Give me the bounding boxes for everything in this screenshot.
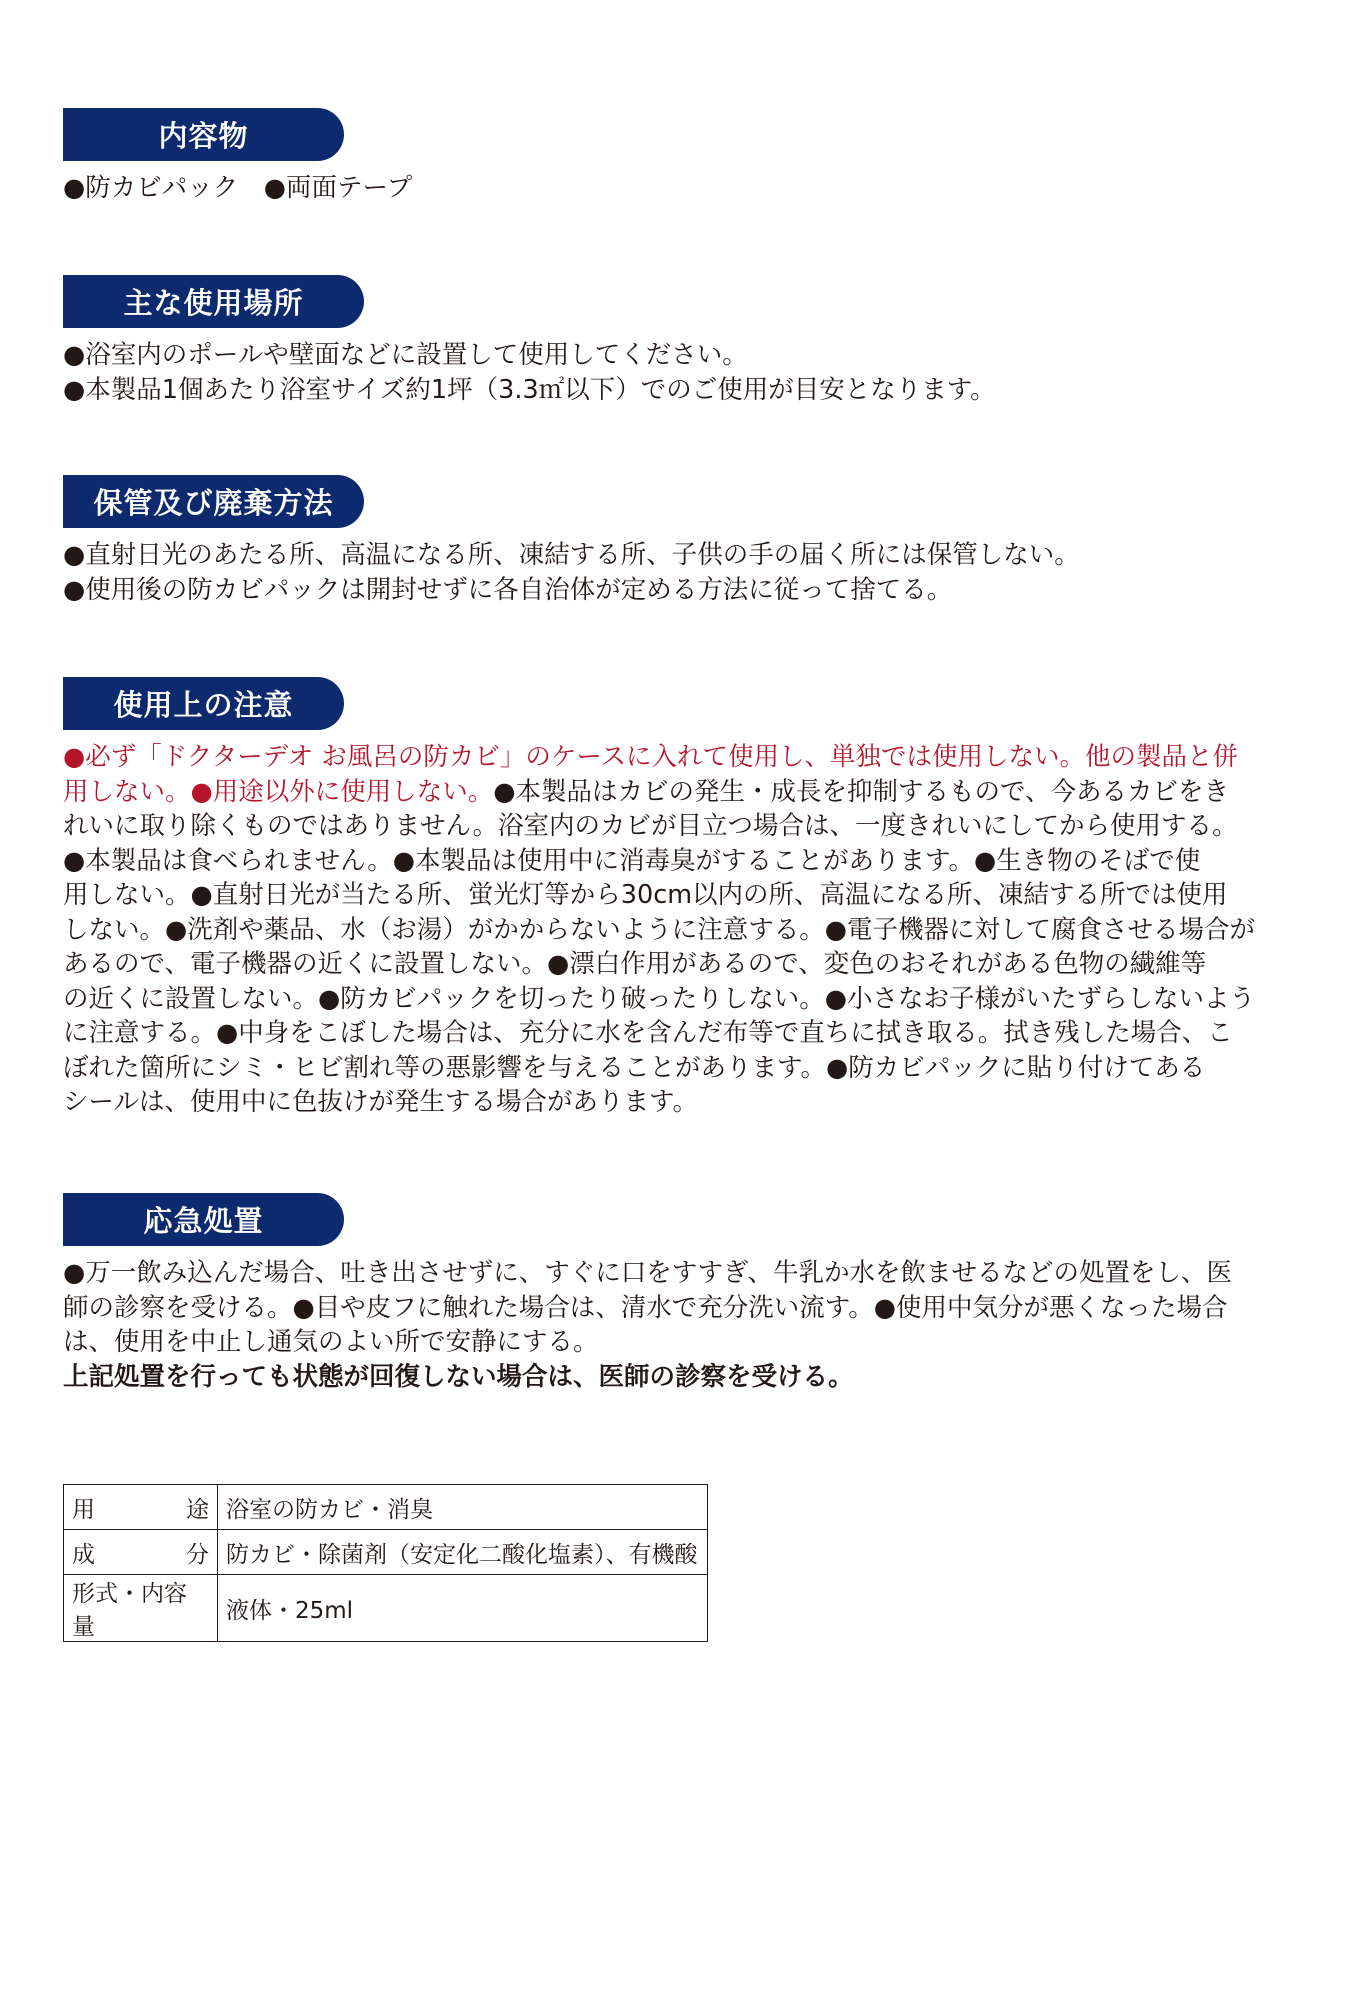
precautions-line: しない。●洗剤や薬品、水（お湯）がかからないように注意する。●電子機器に対して腐食させる場合が bbox=[63, 914, 1256, 945]
spec-table bbox=[63, 1484, 708, 1642]
precautions-line bbox=[63, 775, 1303, 810]
precautions-line: ぼれた箇所にシミ・ヒビ割れ等の悪影響を与えることがあります。●防カビパックに貼り付けてある bbox=[63, 1052, 1206, 1083]
precautions-line: の近くに設置しない。●防カビパックを切ったり破ったりしない。●小さなお子様がいたずらしないよう bbox=[63, 983, 1256, 1014]
storage-body bbox=[63, 538, 1303, 607]
usage-location-heading: 主な使用場所 bbox=[63, 275, 364, 328]
spec-value: 浴室の防カビ・消臭 bbox=[218, 1485, 708, 1530]
precautions-line: 用しない。●直射日光が当たる所、蛍光灯等から30cm以内の所、高温になる所、凍結する所では使用 bbox=[63, 880, 1228, 910]
contents-heading: 内容物 bbox=[63, 108, 344, 161]
precautions-heading: 使用上の注意 bbox=[63, 677, 344, 730]
precautions-line: あるので、電子機器の近くに設置しない。●漂白作用があるので、変色のおそれがある色物の繊維等 bbox=[63, 949, 1207, 979]
first-aid-line: は、使用を中止し通気のよい所で安静にする。 bbox=[63, 1327, 599, 1357]
spec-label: 形式・内容量 bbox=[64, 1575, 218, 1642]
usage-location-body bbox=[63, 338, 1303, 407]
usage-location-line: ●浴室内のポールや壁面などに設置して使用してください。 bbox=[63, 340, 748, 370]
precautions-line: シールは、使用中に色抜けが発生する場合があります。 bbox=[63, 1087, 698, 1117]
spec-label bbox=[64, 1530, 218, 1575]
spec-label-char: 成 bbox=[72, 1541, 95, 1568]
spec-value: 防カビ・除菌剤（安定化二酸化塩素）、有機酸 bbox=[218, 1530, 708, 1575]
spec-row-ingredients bbox=[64, 1530, 708, 1575]
usage-location-section bbox=[63, 275, 1303, 407]
contents-body bbox=[63, 171, 1303, 206]
storage-line: ●使用後の防カビパックは開封せずに各自治体が定める方法に従って捨てる。 bbox=[63, 574, 953, 605]
precautions-line: ●本製品は食べられません。●本製品は使用中に消毒臭がすることがあります。●生き物のそばで使 bbox=[63, 845, 1201, 876]
first-aid-line: ●万一飲み込んだ場合、吐き出させずに、すぐに口をすすぎ、牛乳か水を飲ませるなどの処置をし、医 bbox=[63, 1258, 1232, 1288]
storage-heading: 保管及び廃棄方法 bbox=[63, 475, 364, 528]
usage-location-line: ●本製品1個あたり浴室サイズ約1坪（3.3㎡以下）でのご使用が目安となります。 bbox=[63, 374, 996, 405]
contents-items: ●防カビパック ●両面テープ bbox=[63, 173, 413, 203]
precautions-section bbox=[63, 677, 1303, 1120]
spec-label-char: 途 bbox=[186, 1496, 209, 1523]
spec-label bbox=[64, 1485, 218, 1530]
first-aid-emphasis: 上記処置を行っても状態が回復しない場合は、医師の診察を受ける。 bbox=[63, 1361, 854, 1392]
storage-line: ●直射日光のあたる所、高温になる所、凍結する所、子供の手の届く所には保管しない。 bbox=[63, 540, 1080, 570]
spec-row-format bbox=[64, 1575, 708, 1642]
precautions-body bbox=[63, 740, 1303, 1120]
spec-label-char: 分 bbox=[186, 1541, 209, 1568]
first-aid-section bbox=[63, 1193, 1303, 1394]
contents-section bbox=[63, 108, 1303, 206]
precautions-warning-fragment: 用しない。●用途以外に使用しない。 bbox=[63, 776, 494, 807]
storage-section bbox=[63, 475, 1303, 607]
first-aid-body bbox=[63, 1256, 1303, 1394]
first-aid-heading: 応急処置 bbox=[63, 1193, 344, 1246]
spec-row-usage bbox=[64, 1485, 708, 1530]
precautions-fragment: ●本製品はカビの発生・成長を抑制するもので、今あるカビをき bbox=[493, 776, 1230, 807]
precautions-line: れいに取り除くものではありません。浴室内のカビが目立つ場合は、一度きれいにしてから使用する。 bbox=[63, 811, 1238, 841]
precautions-line: に注意する。●中身をこぼした場合は、充分に水を含んだ布等で直ちに拭き取る。拭き残した場合、こ bbox=[63, 1018, 1233, 1048]
spec-value: 液体・25ml bbox=[218, 1575, 708, 1642]
spec-label-char: 用 bbox=[72, 1496, 95, 1523]
first-aid-line: 師の診察を受ける。●目や皮フに触れた場合は、清水で充分洗い流す。●使用中気分が悪くなった場合 bbox=[63, 1292, 1228, 1323]
precautions-warning-line: ●必ず「ドクターデオ お風呂の防カビ」のケースに入れて使用し、単独では使用しない。他の製品と併 bbox=[63, 742, 1239, 772]
